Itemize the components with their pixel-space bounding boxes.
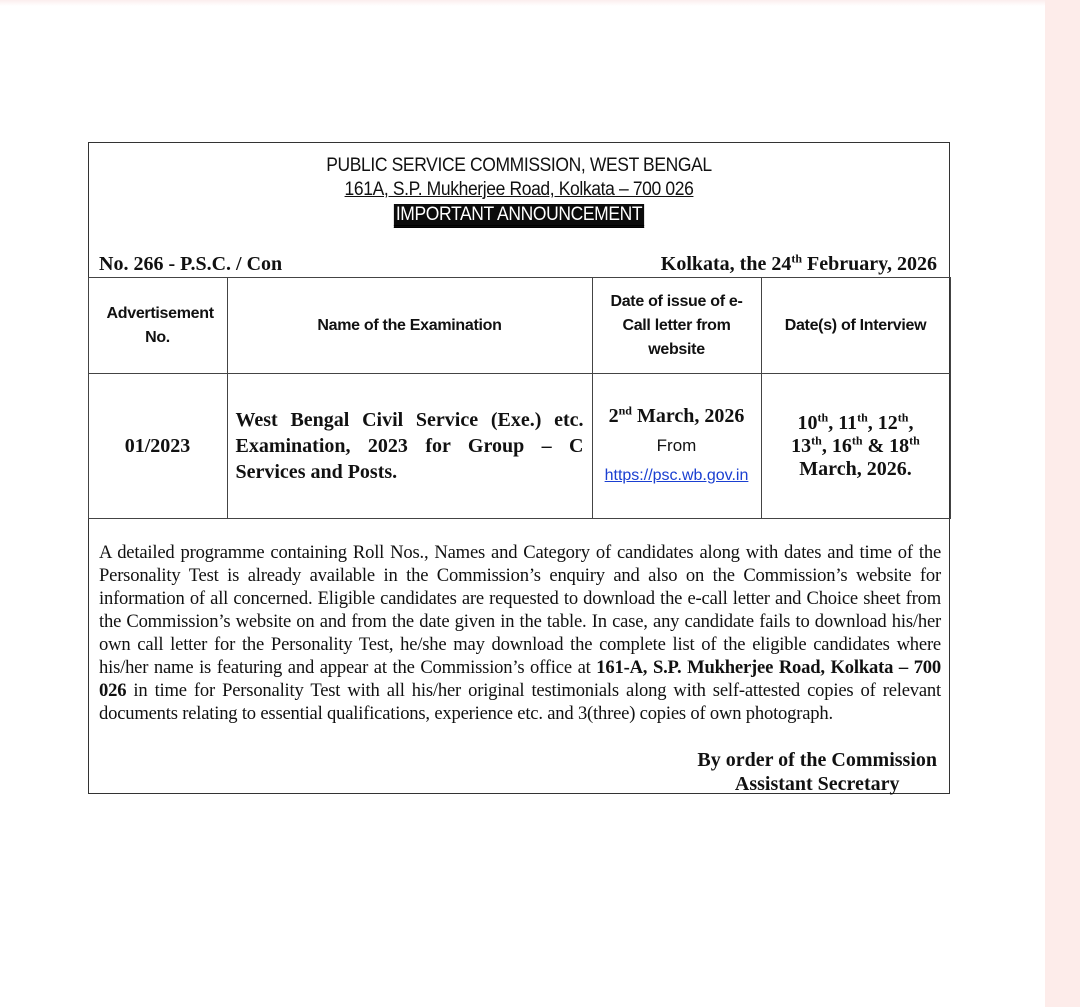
announcement-title: IMPORTANT ANNOUNCEMENT [123,204,914,226]
col-header-issue-date: Date of issue of e-Call letter from website [592,278,761,374]
table-row [88,374,950,519]
table-header-row [88,278,950,374]
col-header-advertisement-no: Advertisement No. [88,278,227,374]
issue-date-value: 2nd March, 2026 [608,403,745,427]
issue-from-label: From [656,436,697,455]
advertisement-no-cell: 01/2023 [88,374,227,519]
col-header-exam-name: Name of the Examination [227,278,592,374]
issue-date-cell [592,374,761,519]
reference-number: No. 266 - P.S.C. / Con [99,253,283,275]
instructions-paragraph: A detailed programme containing Roll Nos., Names and Category of candidates along with dates and time of the Personality Test is already available in the Commission’s enquiry and also on the Commission’s website for information of all concerned. Eligible candidates are requested to download the e-call letter and Choice sheet from the Commission’s website on and from the date given in the table. In case, any candidate fails to download his/her own call letter for the Personality Test, he/she may download the complete list of the eligible candidates where his/her name is featuring and appear at the Commission’s office at 161-A, S.P. Mukherjee Road, Kolkata – 700 026 in time for Personality Test with all his/her original testimonials along with self-attested copies of relevant documents relating to essential qualifications, experience etc. and 3(three) copies of own photograph. [99,542,941,724]
organization-name: PUBLIC SERVICE COMMISSION, WEST BENGAL [326,155,712,176]
website-link[interactable]: https://psc.wb.gov.in [604,467,749,484]
right-margin-strip [1045,0,1080,1007]
organization-address: 161A, S.P. Mukherjee Road, Kolkata – 700 026 [344,179,694,200]
exam-name-cell: West Bengal Civil Service (Exe.) etc. Examination, 2023 for Group – C Services and Posts. [227,374,592,519]
signature-block [697,748,937,796]
signature-line-1: By order of the Commission [697,749,937,771]
announcement-document [88,142,950,794]
interview-dates-cell: 10th, 11th, 12th, 13th, 16th & 18th March, 2026. [761,374,950,519]
issue-date: Kolkata, the 24th February, 2026 [660,251,937,275]
exam-schedule-table [88,277,951,519]
col-header-interview-dates: Date(s) of Interview [761,278,950,374]
top-edge-shadow [0,0,1080,6]
signature-line-2: Assistant Secretary [734,773,900,795]
